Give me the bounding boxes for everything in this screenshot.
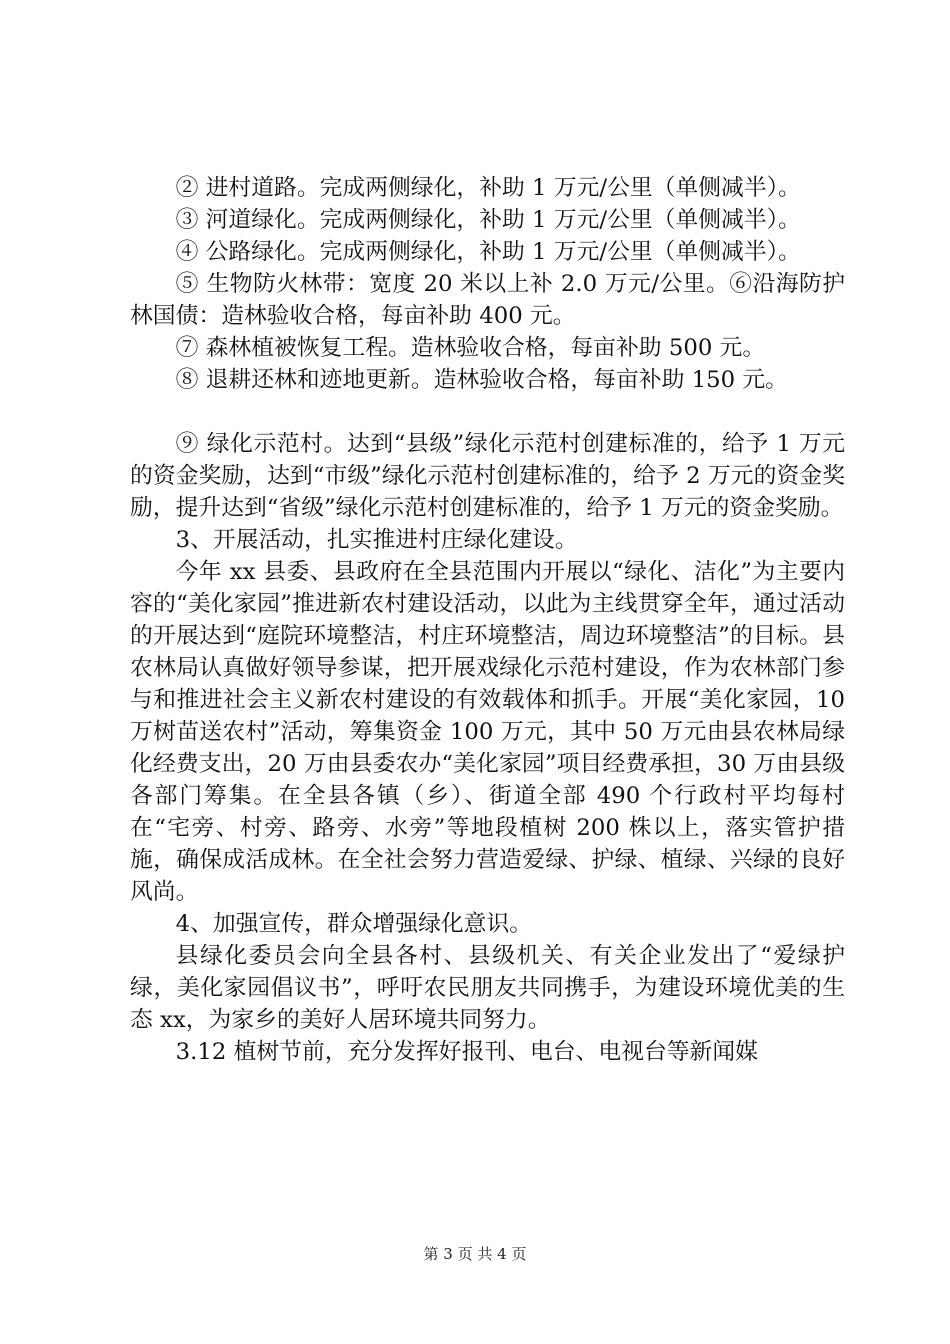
paragraph-activities: 今年 xx 县委、县政府在全县范围内开展以“绿化、洁化”为主要内容的“美化家园”推进新农村建设活动，以此为主线贯穿全年，通过活动的开展达到“庭院环境整洁，村庄环境整洁，周边环境整洁”的目标。县农林局认真做好领导参谋，把开展戏绿化示范村建设，作为农林部门参与和推进社会主义新农村建设的有效载体和抓手。开展“美化家园，10 万树苗送农村”活动，筹集资金 100 万元，其中 50 万元由县农林局绿化经费支出，20 万由县委农办“美化家园”项目经费承担，30 万由县级各部门筹集。在全县各镇（乡）、街道全部 490 个行政村平均每村在“宅旁、村旁、路旁、水旁”等地段植树 200 株以上，落实管护措施，确保成活成林。在全社会努力营造爱绿、护绿、植绿、兴绿的良好风尚。: [130, 559, 845, 905]
section-heading-3: 3、开展活动，扎实推进村庄绿化建设。: [175, 527, 578, 553]
paragraph-item-5-6: ⑤ 生物防火林带：宽度 20 米以上补 2.0 万元/公里。⑥沿海防护林国债：造林验收合格，每亩补助 400 元。: [130, 271, 845, 329]
section-heading-4: 4、加强宣传，群众增强绿化意识。: [175, 911, 533, 937]
paragraph-item-2: ② 进村道路。完成两侧绿化，补助 1 万元/公里（单侧减半）。: [175, 175, 801, 201]
document-body: [130, 172, 845, 1068]
paragraph-item-8: ⑧ 退耕还林和迹地更新。造林验收合格，每亩补助 150 元。: [175, 367, 788, 393]
paragraph-item-7: ⑦ 森林植被恢复工程。造林验收合格，每亩补助 500 元。: [175, 335, 766, 361]
paragraph-arbor-day: 3.12 植树节前，充分发挥好报刊、电台、电视台等新闻媒: [175, 1039, 758, 1065]
paragraph-item-3: ③ 河道绿化。完成两侧绿化，补助 1 万元/公里（单侧减半）。: [175, 207, 801, 233]
paragraph-item-9: ⑨ 绿化示范村。达到“县级”绿化示范村创建标准的，给予 1 万元的资金奖励，达到“市级”绿化示范村创建标准的，给予 2 万元的资金奖励，提升达到“省级”绿化示范村创建标准的，给予 1 万元的资金奖励。: [130, 431, 845, 521]
page-footer: 第 3 页 共 4 页: [423, 1245, 527, 1263]
paragraph-item-4: ④ 公路绿化。完成两侧绿化，补助 1 万元/公里（单侧减半）。: [175, 239, 801, 265]
paragraph-spacer: [130, 396, 845, 428]
paragraph-initiative: 县绿化委员会向全县各村、县级机关、有关企业发出了“爱绿护绿，美化家园倡议书”，呼吁农民朋友共同携手，为建设环境优美的生态 xx，为家乡的美好人居环境共同努力。: [130, 943, 845, 1033]
